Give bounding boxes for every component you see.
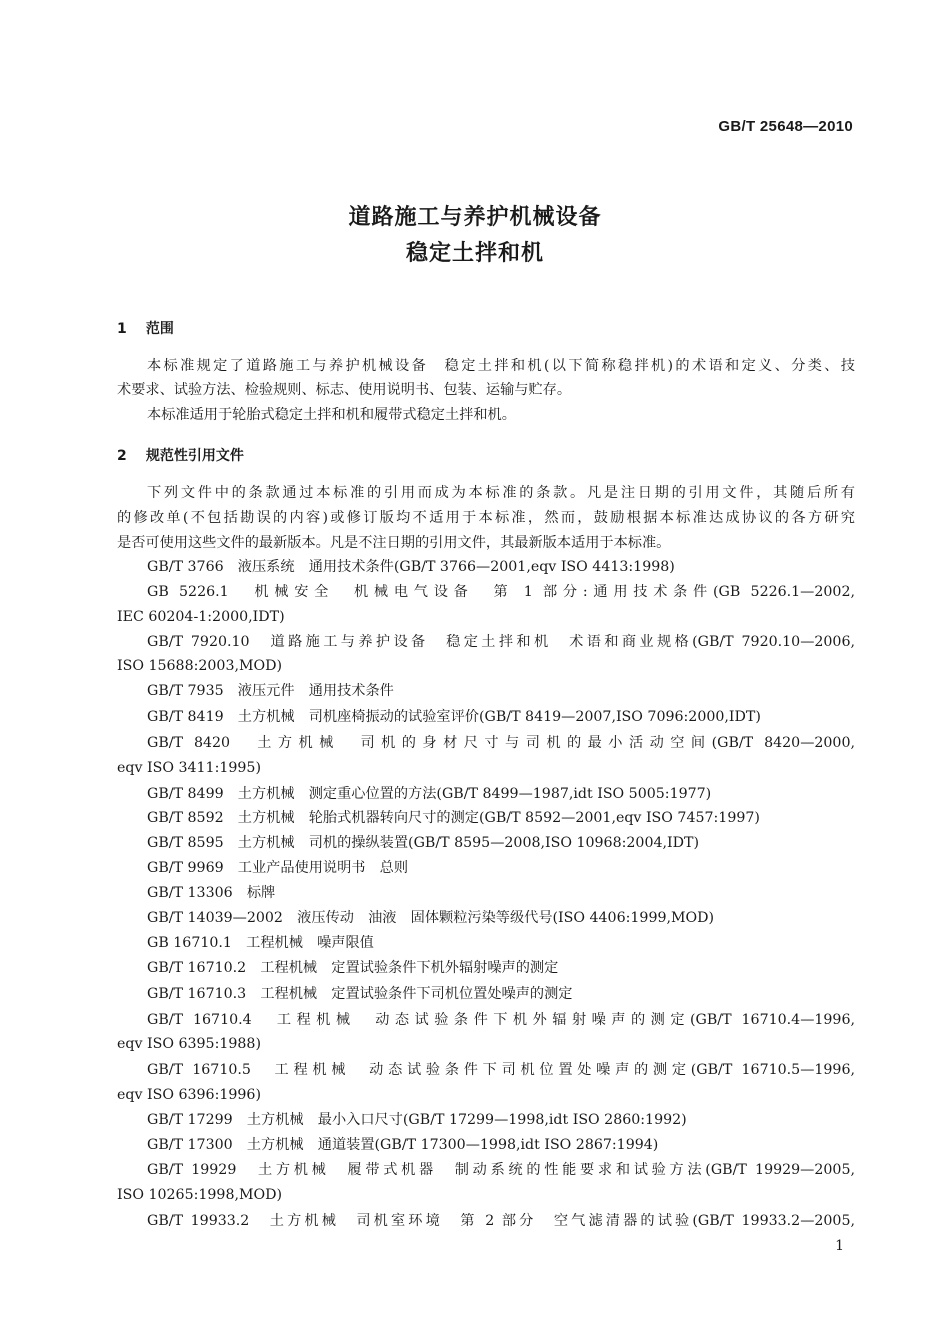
section-1-number: 1 <box>117 321 127 337</box>
paragraph-line: 术要求、试验方法、检验规则、标志、使用说明书、包装、运输与贮存。 <box>117 382 572 398</box>
reference-entry: GB 16710.1 工程机械 噪声限值 <box>147 935 374 951</box>
paragraph-line: 的修改单(不包括勘误的内容)或修订版均不适用于本标准，然而，鼓励根据本标准达成协议的各方研究 <box>117 510 855 526</box>
reference-entry: GB/T 3766 液压系统 通用技术条件(GB/T 3766—2001,eqv ISO 4413:1998) <box>147 559 675 575</box>
reference-entry: GB/T 14039—2002 液压传动 油液 固体颗粒污染等级代号(ISO 4406:1999,MOD) <box>147 910 715 926</box>
reference-entry: GB/T 13306 标牌 <box>147 885 276 901</box>
section-2-title: 规范性引用文件 <box>145 448 244 464</box>
standard-number: GB/T 25648—2010 <box>718 118 853 135</box>
section-2-number: 2 <box>117 448 127 464</box>
reference-entry-continuation: eqv ISO 3411:1995) <box>117 760 261 776</box>
reference-entry: GB/T 17300 土方机械 通道装置(GB/T 17300—1998,idt ISO 2867:1994) <box>147 1137 659 1153</box>
reference-entry: GB/T 7920.10 道路施工与养护设备 稳定土拌和机 术语和商业规格(GB/T 7920.10—2006, <box>147 634 855 650</box>
reference-entry: GB/T 8419 土方机械 司机座椅振动的试验室评价(GB/T 8419—2007,ISO 7096:2000,IDT) <box>147 709 761 725</box>
reference-entry: GB/T 8420 土方机械 司机的身材尺寸与司机的最小活动空间(GB/T 8420—2000, <box>147 735 855 751</box>
paragraph-line: 是否可使用这些文件的最新版本。凡是不注日期的引用文件，其最新版本适用于本标准。 <box>117 535 671 551</box>
document-title-line-2: 稳定土拌和机 <box>405 241 544 266</box>
reference-entry: GB/T 16710.4 工程机械 动态试验条件下机外辐射噪声的测定(GB/T 16710.4—1996, <box>147 1012 855 1028</box>
section-1-title: 范围 <box>145 321 174 337</box>
reference-entry: GB/T 9969 工业产品使用说明书 总则 <box>147 860 409 876</box>
section-2-heading <box>117 445 244 465</box>
page-number: 1 <box>835 1238 844 1254</box>
reference-entry: GB 5226.1 机械安全 机械电气设备 第 1 部分:通用技术条件(GB 5226.1—2002, <box>147 584 855 600</box>
reference-entry-continuation: eqv ISO 6395:1988) <box>117 1036 261 1052</box>
reference-entry: GB/T 17299 土方机械 最小入口尺寸(GB/T 17299—1998,idt ISO 2860:1992) <box>147 1112 687 1128</box>
reference-entry: GB/T 8592 土方机械 轮胎式机器转向尺寸的测定(GB/T 8592—2001,eqv ISO 7457:1997) <box>147 810 760 826</box>
reference-entry: GB/T 16710.5 工程机械 动态试验条件下司机位置处噪声的测定(GB/T 16710.5—1996, <box>147 1062 855 1078</box>
reference-entry: GB/T 19929 土方机械 履带式机器 制动系统的性能要求和试验方法(GB/T 19929—2005, <box>147 1162 855 1178</box>
section-1-heading <box>117 318 174 338</box>
reference-entry: GB/T 7935 液压元件 通用技术条件 <box>147 683 394 699</box>
reference-entry: GB/T 16710.2 工程机械 定置试验条件下机外辐射噪声的测定 <box>147 960 559 976</box>
paragraph-line: 下列文件中的条款通过本标准的引用而成为本标准的条款。凡是注日期的引用文件，其随后所有 <box>147 485 855 501</box>
reference-entry-continuation: ISO 10265:1998,MOD) <box>117 1187 283 1203</box>
reference-entry: GB/T 16710.3 工程机械 定置试验条件下司机位置处噪声的测定 <box>147 986 573 1002</box>
paragraph-line: 本标准规定了道路施工与养护机械设备 稳定土拌和机(以下简称稳拌机)的术语和定义、分类、技 <box>147 358 855 374</box>
reference-entry: GB/T 8595 土方机械 司机的操纵装置(GB/T 8595—2008,ISO 10968:2004,IDT) <box>147 835 699 851</box>
reference-entry: GB/T 8499 土方机械 测定重心位置的方法(GB/T 8499—1987,idt ISO 5005:1977) <box>147 786 712 802</box>
reference-entry-continuation: IEC 60204-1:2000,IDT) <box>117 609 285 625</box>
reference-entry: GB/T 19933.2 土方机械 司机室环境 第 2 部分 空气滤清器的试验(GB/T 19933.2—2005, <box>147 1213 855 1229</box>
paragraph-line: 本标准适用于轮胎式稳定土拌和机和履带式稳定土拌和机。 <box>147 407 516 423</box>
document-title-line-1: 道路施工与养护机械设备 <box>348 205 602 230</box>
reference-entry-continuation: eqv ISO 6396:1996) <box>117 1087 261 1103</box>
reference-entry-continuation: ISO 15688:2003,MOD) <box>117 658 283 674</box>
